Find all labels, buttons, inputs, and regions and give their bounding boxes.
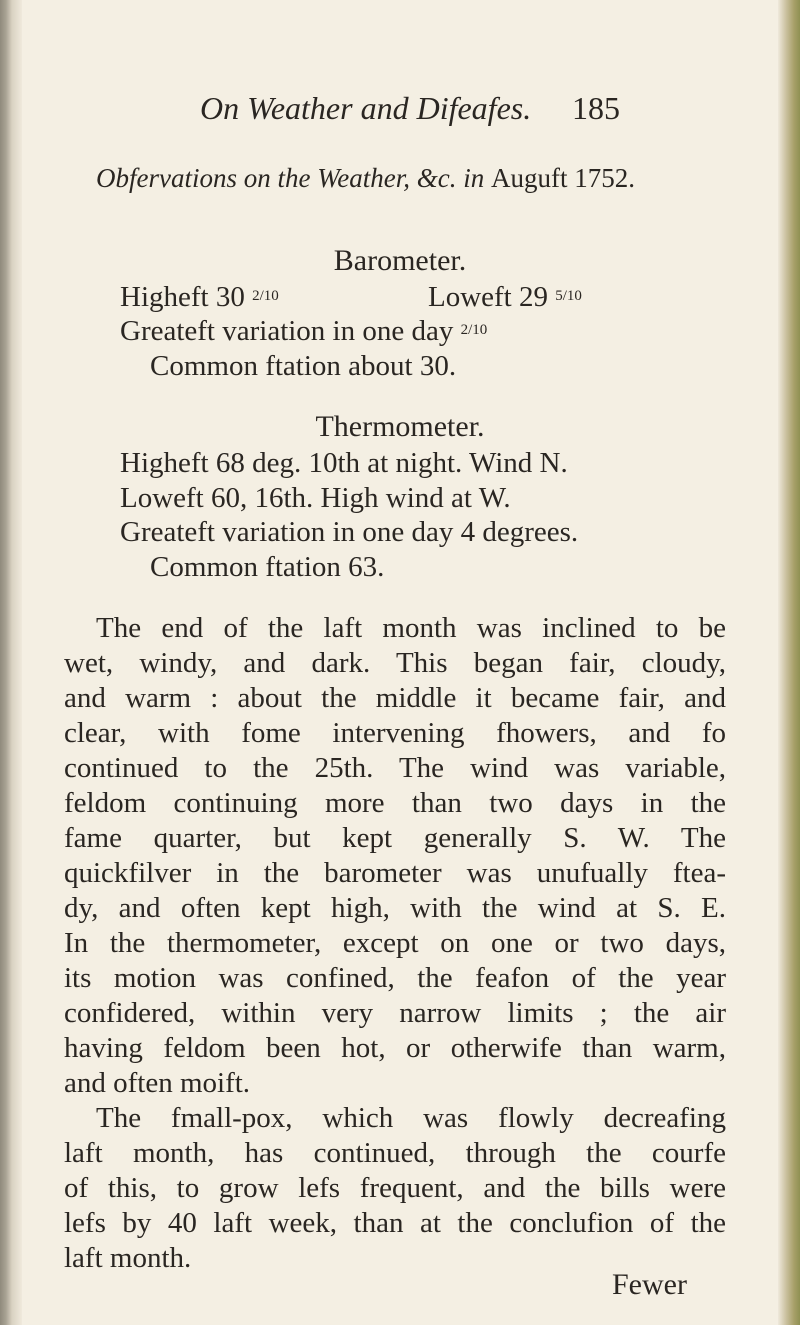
paragraph-line: The fmall-pox, which was flowly decreafing	[96, 1102, 726, 1134]
paragraph-line: feldom continuing more than two days in the	[64, 787, 726, 819]
paragraph-line: quickfilver in the barometer was unufually ftea-	[64, 857, 726, 889]
paragraph-line: continued to the 25th. The wind was variable,	[64, 752, 726, 784]
paragraph-line: lefs by 40 laft week, than at the conclufion of the	[64, 1207, 726, 1239]
thermometer-line: Loweft 60, 16th. High wind at W.	[120, 482, 511, 514]
paragraph-line: laft month, has continued, through the courfe	[64, 1137, 726, 1169]
catchword: Fewer	[612, 1268, 687, 1301]
barometer-common: Common ftation about 30.	[150, 350, 457, 382]
barometer-highest-fraction: 2/10	[252, 288, 279, 304]
caption-italic: Obfervations on the Weather, &c. in	[96, 163, 485, 193]
barometer-lowest-text: Loweft 29	[428, 281, 556, 313]
paragraph-line: dy, and often kept high, with the wind at S. E.	[64, 892, 726, 924]
paragraph-line: The end of the laft month was inclined to be	[96, 612, 726, 644]
barometer-lowest-fraction: 5/10	[555, 288, 582, 304]
paragraph-line: fame quarter, but kept generally S. W. The	[64, 822, 726, 854]
paragraph-line: having feldom been hot, or otherwife than warm,	[64, 1032, 726, 1064]
barometer-highest	[120, 281, 279, 314]
paragraph-line: wet, windy, and dark. This began fair, cloudy,	[64, 647, 726, 679]
barometer-greatest-text: Greateft variation in one day	[120, 315, 461, 347]
paragraph-line: confidered, within very narrow limits ; the air	[64, 997, 726, 1029]
paragraph-line: and warm : about the middle it became fair, and	[64, 682, 726, 714]
barometer-greatest-fraction: 2/10	[460, 322, 488, 338]
caption-date: Auguft 1752.	[490, 163, 635, 193]
running-title: On Weather and Difeafes.	[200, 90, 532, 126]
running-head	[200, 90, 620, 134]
thermometer-line: Higheft 68 deg. 10th at night. Wind N.	[120, 447, 568, 479]
thermometer-heading: Thermometer.	[315, 410, 485, 443]
thermometer-line: Greateft variation in one day 4 degrees.	[120, 516, 579, 548]
paragraph-line: its motion was confined, the feafon of the year	[64, 962, 726, 994]
paragraph-line: laft month.	[64, 1242, 192, 1274]
paragraph-line: of this, to grow lefs frequent, and the bills were	[64, 1172, 726, 1204]
barometer-lowest	[428, 281, 582, 314]
barometer-greatest	[120, 315, 487, 348]
observations-caption	[96, 163, 736, 194]
barometer-highest-text: Higheft 30	[120, 281, 253, 313]
paragraph-line: In the thermometer, except on one or two days,	[64, 927, 726, 959]
paragraph-line: clear, with fome intervening fhowers, and fo	[64, 717, 726, 749]
page-number: 185	[572, 90, 620, 126]
thermometer-line: Common ftation 63.	[150, 551, 385, 583]
paragraph-line: and often moift.	[64, 1067, 251, 1099]
barometer-heading: Barometer.	[333, 244, 467, 277]
